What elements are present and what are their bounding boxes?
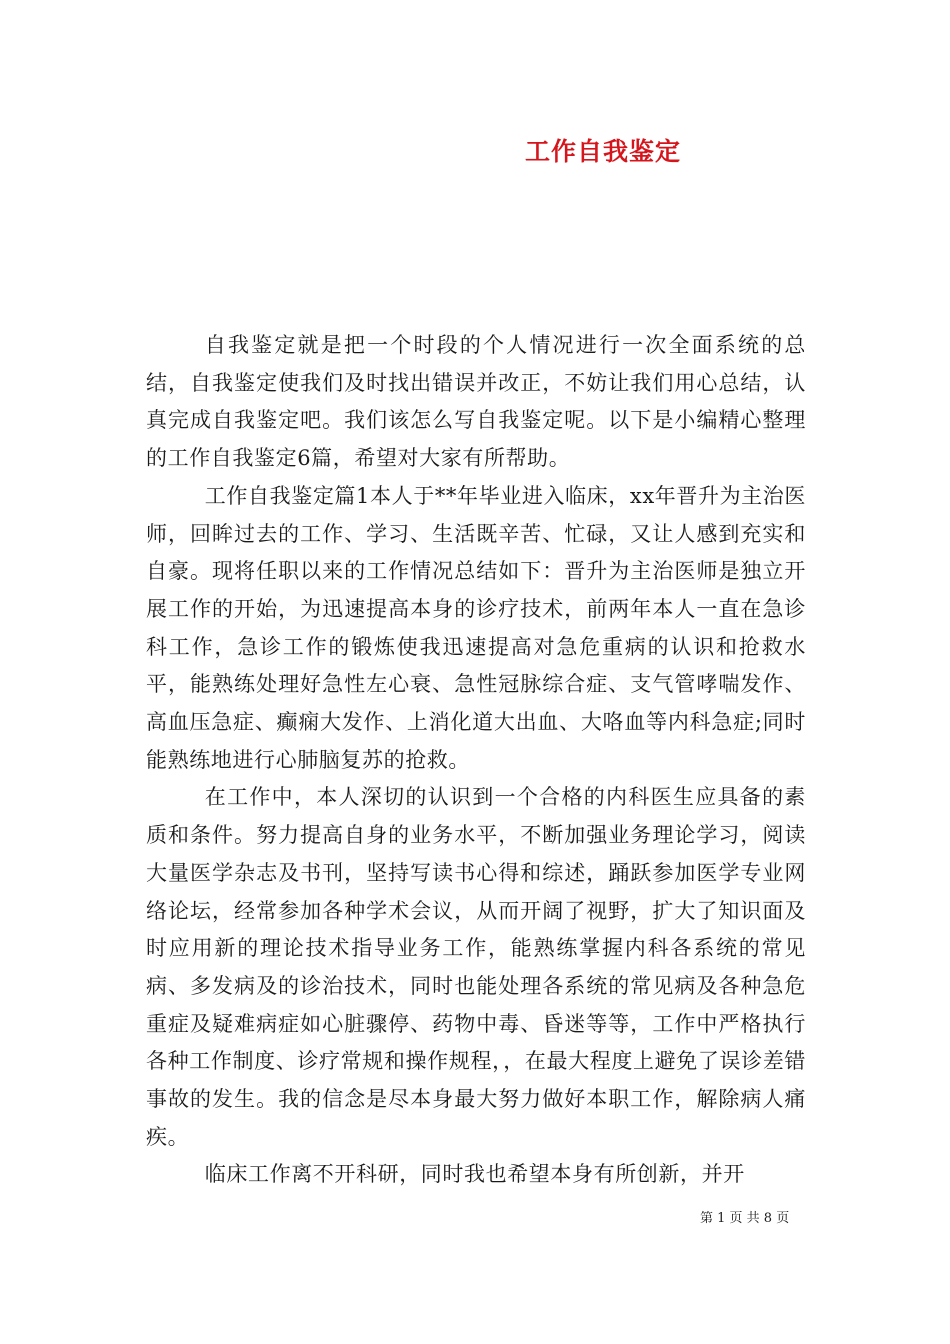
page-number: 第 1 页 共 8 页 xyxy=(700,1211,790,1226)
paragraph-work: 在工作中，本人深切的认识到一个合格的内科医生应具备的素质和条件。努力提高自身的业务水平，不断加强业务理论学习，阅读大量医学杂志及书刊，坚持写读书心得和综述，踊跃参加医学专业网络论坛，经常参加各种学术会议，从而开阔了视野，扩大了知识面及时应用新的理论技术指导业务工作，能熟练掌握内科各系统的常见病、多发病及的诊治技术，同时也能处理各系统的常见病及各种急危重症及疑难病症如心脏骤停、药物中毒、昏迷等等，工作中严格执行各种工作制度、诊疗常规和操作规程，，在最大程度上避免了误诊差错事故的发生。我的信念是尽本身最大努力做好本职工作，解除病人痛疾。 xyxy=(146,785,806,1149)
paragraph-part-1: 工作自我鉴定篇1本人于**年毕业进入临床，xx年晋升为主治医师，回眸过去的工作、学习、生活既辛苦、忙碌，又让人感到充实和自豪。现将任职以来的工作情况总结如下：晋升为主治医师是独立开展工作的开始，为迅速提高本身的诊疗技术，前两年本人一直在急诊科工作，急诊工作的锻炼使我迅速提高对急危重病的认识和抢救水平，能熟练处理好急性左心衰、急性冠脉综合症、支气管哮喘发作、高血压急症、癫痫大发作、上消化道大出血、大咯血等内科急症;同时能熟练地进行心肺脑复苏的抢救。 xyxy=(146,483,806,772)
paragraph-research: 临床工作离不开科研，同时我也希望本身有所创新，并开 xyxy=(204,1162,745,1187)
paragraph-intro: 自我鉴定就是把一个时段的个人情况进行一次全面系统的总结，自我鉴定使我们及时找出错误并改正，不妨让我们用心总结，认真完成自我鉴定吧。我们该怎么写自我鉴定呢。以下是小编精心整理的工作自我鉴定6篇，希望对大家有所帮助。 xyxy=(146,333,806,471)
document-title: 工作自我鉴定 xyxy=(524,137,681,166)
document-body xyxy=(146,327,806,1194)
